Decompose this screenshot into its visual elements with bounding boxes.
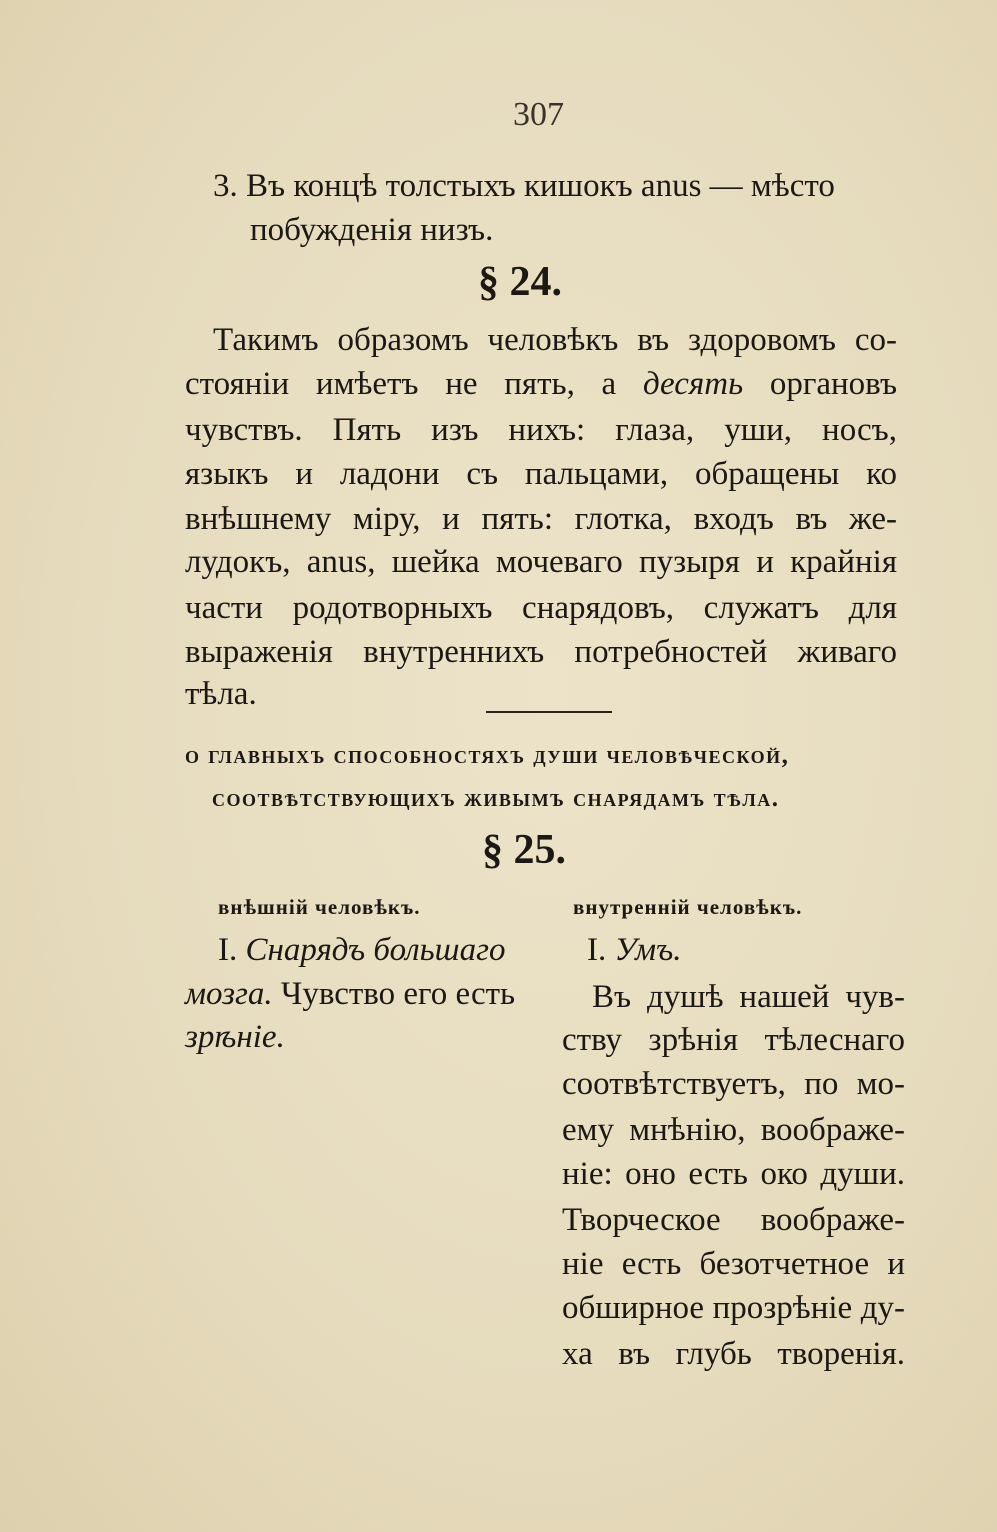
faculties-heading-line-2: соотвѣтствующихъ живымъ снарядамъ тѣла.: [212, 785, 780, 812]
left-column-title: Снарядъ большаго: [245, 932, 506, 968]
paragraph-line-7: части родотворныхъ снарядовъ, служатъ для: [185, 590, 897, 626]
left-column-text: Чувство его есть: [280, 976, 516, 1012]
paragraph-line-3: чувствъ. Пять изъ нихъ: глаза, уши, носъ,: [185, 412, 897, 448]
left-column-line-3: [185, 1015, 285, 1059]
section-25-heading: § 25.: [482, 827, 566, 873]
right-column-title: Умъ.: [614, 932, 682, 968]
left-column-sense: зрѣніе.: [185, 1019, 285, 1055]
right-column-line-5: ему мнѣнію, воображе-: [562, 1112, 905, 1148]
paragraph-line-2-end: органовъ: [769, 366, 898, 402]
faculties-heading-line-1: о главныхъ способностяхъ души человѣческой,: [185, 742, 790, 769]
section-24-heading: § 24.: [478, 259, 562, 305]
left-column-line-2: [185, 972, 515, 1016]
section-divider: [486, 711, 612, 713]
paragraph-line-4: языкъ и ладони съ пальцами, обращены ко: [185, 456, 897, 492]
right-column-line-2: Въ душѣ нашей чув-: [592, 979, 905, 1015]
right-column-line-8: ніе есть безотчетное и: [562, 1246, 905, 1282]
paragraph-emphasis: десять: [642, 366, 744, 402]
right-column-heading: внутренній человѣкъ.: [573, 895, 803, 919]
paragraph-line-5: внѣшнему міру, и пять: глотка, входъ въ же-: [185, 501, 897, 537]
paragraph-line-2: [185, 362, 897, 406]
right-column-line-3: ству зрѣнія тѣлеснаго: [562, 1022, 905, 1058]
right-column-line-1: [587, 928, 682, 972]
paragraph-line-2-start: стояніи имѣетъ не пять, а: [185, 366, 617, 402]
right-column-line-6: ніе: оно есть око души.: [562, 1156, 905, 1192]
left-column-heading: внѣшній человѣкъ.: [218, 895, 421, 919]
left-column-title-end: мозга.: [185, 976, 273, 1012]
right-column-line-7: Творческое воображе-: [562, 1202, 905, 1238]
left-column-line-1: [218, 928, 505, 972]
page-number: 307: [513, 96, 564, 133]
item-3-line-2: побужденія низъ.: [250, 212, 494, 248]
paragraph-line-1: Такимъ образомъ человѣкъ въ здоровомъ со-: [213, 322, 897, 358]
paragraph-line-8: выраженія внутреннихъ потребностей живаго: [185, 634, 897, 670]
item-3-line-1: 3. Въ концѣ толстыхъ кишокъ anus — мѣсто: [213, 168, 835, 204]
left-column-numeral: I.: [218, 932, 238, 968]
right-column-numeral: I.: [587, 932, 607, 968]
right-column-line-10: ха въ глубь творенія.: [562, 1336, 905, 1372]
paragraph-line-6: лудокъ, anus, шейка мочеваго пузыря и крайнія: [185, 544, 897, 580]
paragraph-line-9: тѣла.: [185, 676, 257, 712]
right-column-line-4: соотвѣтствуетъ, по мо-: [562, 1066, 905, 1102]
right-column-line-9: обширное прозрѣніе ду-: [562, 1290, 905, 1326]
